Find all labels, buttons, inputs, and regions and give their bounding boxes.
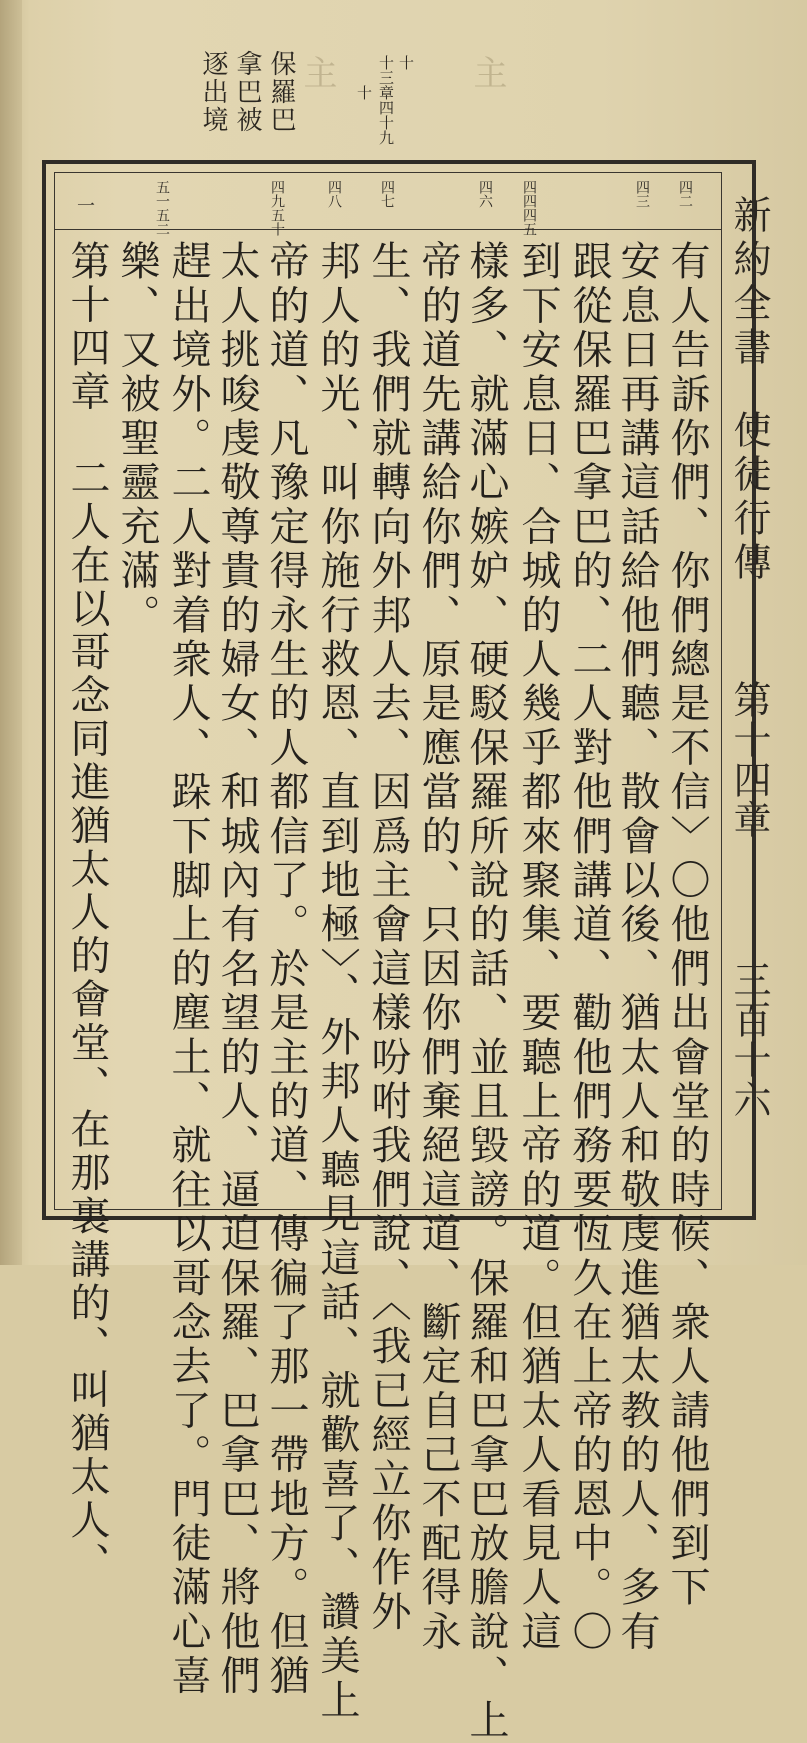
header-ref: 五一五二: [154, 180, 170, 236]
text-column: 帝的道先講給你們、原是應當的、只因你們棄絕這道、斷定自己不配得永: [415, 240, 461, 1655]
text-column: 太人挑唆虔敬尊貴的婦女、和城內有名望的人、逼迫保羅、巴拿巴、將他們: [214, 240, 260, 1699]
header-ref: 四三: [634, 180, 650, 208]
text-column: 有人告訴你們、你們總是不信〉〇他們出會堂的時候、衆人請他們到下: [664, 240, 710, 1611]
margin-note-line-2: 拿巴被: [232, 50, 262, 134]
book-gutter: [0, 0, 22, 1265]
running-head-page: 三百十六: [727, 960, 771, 1120]
header-ref: 一: [74, 196, 95, 214]
text-column: 到下安息日、合城的人幾乎都來聚集、要聽上帝的道。但猶太人看見人這: [515, 240, 561, 1655]
header-ref: 四四四五: [521, 180, 537, 236]
running-head-part: 使徒行傳: [727, 410, 771, 586]
bleed-through: 主: [297, 55, 337, 89]
header-ref: 四九五十: [269, 180, 285, 236]
text-column: 樣多、就滿心嫉妒、硬駁保羅所說的話、並且毀謗。保羅和巴拿巴放膽說、上: [463, 240, 509, 1743]
text-column: 帝的道、凡豫定得永生的人都信了。於是主的道、傳徧了那一帶地方。但猶: [263, 240, 309, 1699]
text-column: 跟從保羅巴拿巴的、二人對他們講道、勸他們務要恆久在上帝的恩中。〇: [566, 240, 612, 1655]
margin-note-line-1: 保羅巴: [266, 50, 296, 134]
text-column: 邦人的光、叫你施行救恩、直到地極〉、外邦人聽見這話、就歡喜了、讚美上: [314, 240, 360, 1723]
running-head-chapter: 第十四章: [727, 680, 771, 840]
margin-ref-a: 十三章四十九: [377, 55, 395, 145]
header-ref: 四六: [477, 180, 493, 208]
text-column: 安息日再講這話給他們聽、散會以後、猶太人和敬虔進猶太教的人、多有: [614, 240, 660, 1655]
text-column: 趕出境外。二人對着衆人、跺下脚上的塵土、就往以哥念去了。門徒滿心喜: [165, 240, 211, 1699]
margin-ref-c: 十: [355, 85, 373, 100]
header-ref: 四八: [326, 180, 342, 208]
bleed-through: 主: [467, 55, 507, 89]
text-column: 生、我們就轉向外邦人去、因爲主會這樣吩咐我們說、〈我已經立你作外: [365, 240, 411, 1635]
header-ref: 四七: [379, 180, 395, 208]
chapter-heading-column: 第十四章 二人在以哥念同進猶太人的會堂、在那裏講的、叫猶太人、: [64, 240, 110, 1586]
running-head-book: 新約全書: [727, 195, 771, 371]
header-ref: 四二: [677, 180, 693, 208]
margin-note-line-3: 逐出境: [198, 50, 228, 134]
margin-ref-b: 十: [397, 55, 415, 70]
text-column: 樂、又被聖靈充滿。: [114, 240, 160, 638]
